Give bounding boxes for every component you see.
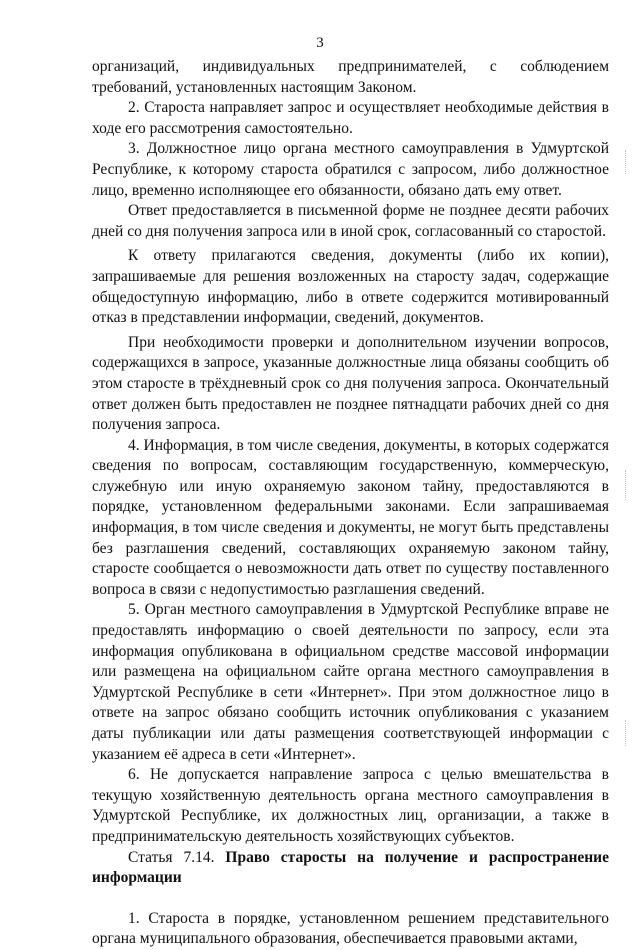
scan-edge-mark <box>625 720 628 746</box>
page-number: 3 <box>316 35 324 51</box>
article-label: Статья 7.14. <box>128 848 215 866</box>
paragraph-response-form: Ответ предоставляется в письменной форме не позднее десяти рабочих дней со дня получения запроса или в иной срок, согласованный со старостой. <box>92 202 609 240</box>
paragraph-item-5: 5. Орган местного самоуправления в Удмуртской Республике вправе не предоставлять информацию о своей деятельности по запросу, если эта информация опубликована в официальном средстве массовой информации или размещена на официальном сайте органа местного самоуправления в Удмуртской Республике в сети «Интернет». При этом должностное лицо в ответе на запрос обязано сообщить источник опубликования с указанием даты публикации или даты размещения соответствующей информации с указанием её адреса в сети «Интернет». <box>92 601 609 763</box>
paragraph-item-2: 2. Староста направляет запрос и осуществляет необходимые действия в ходе его рассмотрения самостоятельно. <box>92 99 609 137</box>
scan-edge-mark <box>625 150 628 174</box>
article-heading <box>92 848 609 889</box>
document-body <box>92 57 609 950</box>
paragraph-item-6: 6. Не допускается направление запроса с целью вмешательства в текущую хозяйственную деятельность органа местного самоуправления в Удмуртской Республике, их должностных лиц, организации, а также в предпринимательскую деятельность хозяйствующих субъектов. <box>92 766 609 845</box>
scan-edge-mark <box>625 470 628 500</box>
article-title: Право старосты на получение и распространение информации <box>92 848 609 887</box>
paragraph-item-4: 4. Информация, в том числе сведения, документы, в которых содержатся сведения по вопросам, составляющим государственную, коммерческую, служебную или иную охраняемую законом тайну, предоставляются в порядке, установленном федеральными законами. Если запрашиваемая информация, в том числе сведения и документы, не могут быть представлены без разглашения сведений, составляющих охраняемую законом тайну, старосте сообщается о невозможности дать ответ по существу поставленного вопроса в связи с недопустимостью разглашения сведений. <box>92 436 609 598</box>
paragraph-response-attachments: К ответу прилагаются сведения, документы (либо их копии), запрашиваемые для решения возложенных на старосту задач, содержащие общедоступную информацию, либо в ответе содержится мотивированный отказ в представлении информации, сведений, документов. <box>92 247 609 327</box>
article-paragraph-1: 1. Староста в порядке, установленном решением представительного органа муниципального образования, обеспечивается правовыми актами, <box>92 909 609 948</box>
paragraph-additional-check: При необходимости проверки и дополнительном изучении вопросов, содержащихся в запросе, указанные должностные лица обязаны сообщить об этом старосте в трёхдневный срок со дня получения запроса. Окончательный ответ должен быть предоставлен не позднее пятнадцати рабочих дней со дня получения запроса. <box>92 333 609 434</box>
paragraph-item-3: 3. Должностное лицо органа местного самоуправления в Удмуртской Республике, к которому староста обратился с запросом, либо должностное лицо, временно исполняющее его обязанности, обязано дать ему ответ. <box>92 140 609 199</box>
paragraph-continuation: организаций, индивидуальных предпринимателей, с соблюдением требований, установленных настоящим Законом. <box>92 58 609 96</box>
